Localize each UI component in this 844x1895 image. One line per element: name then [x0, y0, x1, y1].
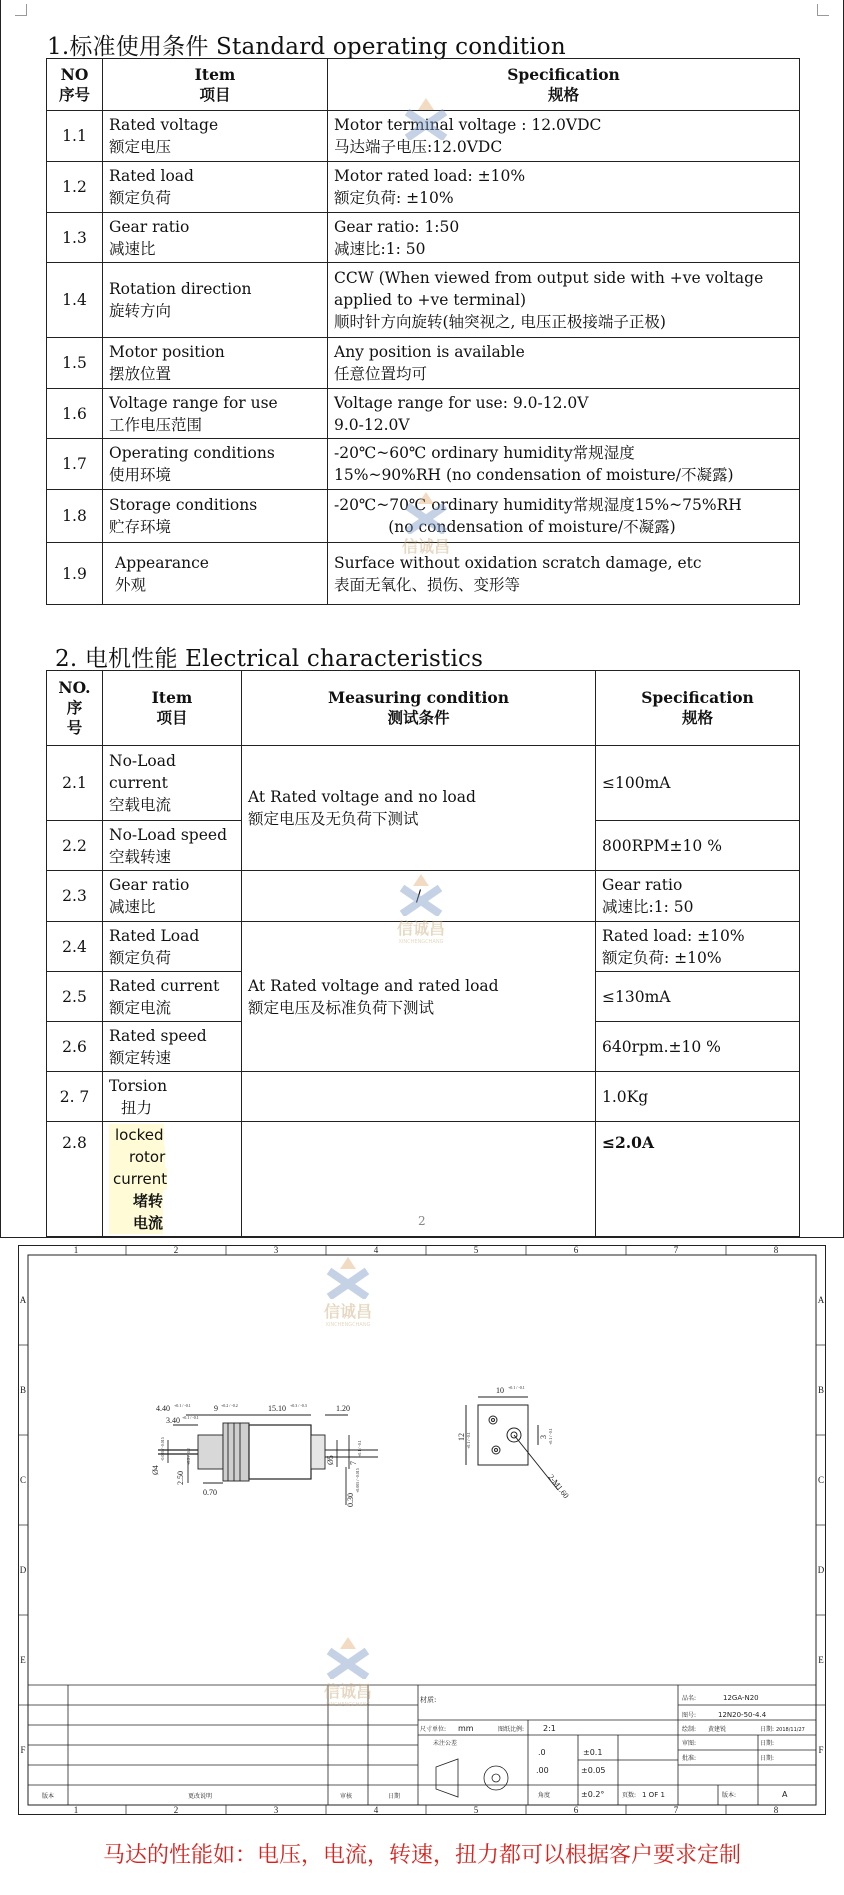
- spec-cell: Gear ratio 减速比:1: 50: [596, 871, 800, 922]
- spec-cell: Voltage range for use: 9.0-12.0V 9.0-12.0V: [328, 389, 800, 439]
- tolerance-key: .0: [538, 1748, 546, 1757]
- watermark-text: 信诚昌: [323, 1302, 372, 1321]
- dimension-label: 9: [214, 1404, 218, 1413]
- row-number: 1.3: [47, 213, 103, 263]
- dimension-label: 10: [496, 1386, 504, 1395]
- name-value: 12GA-N20: [723, 1694, 759, 1702]
- dimension-label: 1.20: [336, 1404, 350, 1413]
- row-letter: C: [19, 1475, 27, 1485]
- column-number: 1: [73, 1245, 79, 1255]
- table-row: [47, 439, 800, 490]
- sheets-value: 1 OF 1: [642, 1791, 665, 1799]
- table-row: [47, 213, 800, 263]
- item-cell: Motor position 摆放位置: [103, 338, 328, 389]
- sheets-label: 页数:: [622, 1792, 637, 1799]
- condition-cell: At Rated voltage and rated load 额定电压及标准负荷下测试: [242, 922, 596, 1072]
- dimension-label: 3: [539, 1435, 548, 1439]
- table-row: [47, 162, 800, 213]
- electrical-characteristics-table: [46, 670, 800, 1237]
- column-number: 8: [773, 1805, 779, 1815]
- spec-cell: Rated load: ±10% 额定负荷: ±10%: [596, 922, 800, 972]
- row-letter: B: [19, 1385, 27, 1395]
- table-row: [47, 1072, 800, 1122]
- row-number: 1.5: [47, 338, 103, 389]
- unit-value: mm: [458, 1724, 474, 1733]
- watermark-subtext: XINCHENGCHANG: [398, 939, 444, 945]
- dimension-label: 3.40: [166, 1416, 180, 1425]
- change-label: 更改说明: [188, 1793, 213, 1800]
- name-label: 品名:: [682, 1695, 697, 1702]
- row-number: 1.4: [47, 263, 103, 338]
- scale-value: 2:1: [543, 1724, 556, 1733]
- dimension-tolerance: +0.2 / -0.2: [221, 1403, 238, 1408]
- spec-cell: Surface without oxidation scratch damage, etc 表面无氧化、损伤、变形等: [328, 543, 800, 605]
- col-header-item: Item 项目: [103, 59, 328, 111]
- row-number: 2.3: [47, 871, 103, 922]
- drawn-label: 绘制:: [682, 1726, 697, 1733]
- crop-mark: [817, 4, 829, 16]
- dimension-label: 4.40: [156, 1404, 170, 1413]
- item-cell: No-Load current 空载电流: [103, 746, 242, 821]
- dimension-tolerance: +0.1 / -0.1: [508, 1385, 525, 1390]
- version-value: A: [782, 1790, 788, 1799]
- spec-cell: 1.0Kg: [596, 1072, 800, 1122]
- dimension-label: 15.10: [268, 1404, 286, 1413]
- review-date-label: 日期:: [760, 1740, 775, 1747]
- col-header-condition: Measuring condition 测试条件: [242, 671, 596, 746]
- col-header-spec: Specification 规格: [596, 671, 800, 746]
- row-number: 1.8: [47, 490, 103, 543]
- col-header-no: NO. 序 号: [47, 671, 103, 746]
- column-number: 6: [573, 1805, 579, 1815]
- column-number: 2: [173, 1805, 179, 1815]
- row-letter: F: [20, 1745, 26, 1755]
- row-letter: E: [20, 1655, 26, 1665]
- version-label: 版本:: [722, 1792, 737, 1799]
- row-letter: E: [818, 1655, 824, 1665]
- item-cell: Storage conditions 贮存环境: [103, 490, 328, 543]
- dimension-tolerance: +0.1 / -0.1: [182, 1415, 199, 1420]
- col-header-spec: Specification 规格: [328, 59, 800, 111]
- tolerance-value: ±0.1: [583, 1748, 603, 1757]
- approve-date-label: 日期:: [760, 1755, 775, 1762]
- spec-cell: ≤100mA: [596, 746, 800, 821]
- row-number: 1.7: [47, 439, 103, 490]
- unit-label: 尺寸单位:: [420, 1726, 447, 1733]
- item-cell: Rated current 额定电流: [103, 972, 242, 1022]
- dimension-label: 0.70: [203, 1488, 217, 1497]
- row-letter: A: [817, 1295, 825, 1305]
- item-cell: locked rotor current 堵转 电流: [103, 1122, 242, 1237]
- date-value: 2018/11/27: [776, 1727, 805, 1733]
- spec-cell: -20℃~60℃ ordinary humidity常规湿度 15%~90%RH (no condensation of moisture/不凝露): [328, 439, 800, 490]
- col-header-item: Item 项目: [103, 671, 242, 746]
- item-cell: Torsion 扭力: [103, 1072, 242, 1122]
- row-number: 2.8: [47, 1122, 103, 1237]
- dimension-tolerance: +0.1 / -0.1: [466, 1432, 471, 1449]
- item-cell: Rated load 额定负荷: [103, 162, 328, 213]
- dimension-tolerance: +0.3 / -0.3: [290, 1403, 307, 1408]
- column-number: 4: [373, 1805, 379, 1815]
- spec-cell: Gear ratio: 1:50 减速比:1: 50: [328, 213, 800, 263]
- date-label: 日期: [388, 1793, 401, 1800]
- table-row: [47, 490, 800, 543]
- item-cell: Appearance 外观: [103, 543, 328, 605]
- item-cell: Gear ratio 减速比: [103, 213, 328, 263]
- watermark-subtext: XINCHENGCHANG: [325, 1702, 371, 1708]
- dimension-tolerance: +0.1 / -0.1: [174, 1403, 191, 1408]
- page-number: 2: [418, 1214, 426, 1228]
- row-number: 2.6: [47, 1022, 103, 1072]
- drawing-no-value: 12N20-50-4.4: [718, 1711, 767, 1719]
- approve-label: 批准:: [682, 1755, 697, 1762]
- spec-cell: CCW (When viewed from output side with +ve voltage applied to +ve terminal) 顺时针方向旋转(轴突视之, 电压正极接端子正极): [328, 263, 800, 338]
- table-header-row: [47, 671, 800, 746]
- row-letter: A: [19, 1295, 27, 1305]
- watermark-subtext: XINCHENGCHANG: [325, 1322, 371, 1328]
- engineering-drawing: [18, 1245, 826, 1815]
- row-letter: C: [817, 1475, 825, 1485]
- table-row: [47, 338, 800, 389]
- table-header-row: [47, 59, 800, 111]
- dimension-tolerance: +0.2 / -0.2: [186, 1448, 191, 1465]
- tolerance-key: .00: [536, 1766, 549, 1775]
- condition-cell: [242, 1072, 596, 1122]
- column-number: 2: [173, 1245, 179, 1255]
- dimension-label: Ø4: [151, 1465, 160, 1475]
- dimension-label: 2.50: [176, 1471, 185, 1485]
- customization-caption: 马达的性能如：电压，电流，转速，扭力都可以根据客户要求定制: [102, 1843, 741, 1868]
- column-number: 1: [73, 1805, 79, 1815]
- spec-cell: ≤2.0A: [596, 1122, 800, 1237]
- row-number: 1.1: [47, 111, 103, 162]
- column-number: 8: [773, 1245, 779, 1255]
- column-number: 5: [473, 1245, 479, 1255]
- dimension-label: Ø5: [326, 1455, 335, 1465]
- row-number: 2.1: [47, 746, 103, 821]
- table-row: [47, 922, 800, 972]
- column-number: 3: [273, 1805, 279, 1815]
- col-header-no: NO 序号: [47, 59, 103, 111]
- spec-cell: Any position is available 任意位置均可: [328, 338, 800, 389]
- row-number: 2.5: [47, 972, 103, 1022]
- material-label: 材质:: [420, 1696, 437, 1704]
- row-number: 2. 7: [47, 1072, 103, 1122]
- drawing-no-label: 图号:: [682, 1712, 697, 1719]
- dimension-tolerance: +0.1 / -0.1: [357, 1440, 362, 1457]
- dimension-label: 12: [457, 1433, 466, 1441]
- dimension-tolerance: -0.005 / -0.015: [160, 1437, 165, 1461]
- row-letter: D: [19, 1565, 27, 1575]
- item-cell: Rated voltage 额定电压: [103, 111, 328, 162]
- condition-cell: /: [242, 871, 596, 922]
- motor-front-view: [466, 1397, 558, 1490]
- item-cell: No-Load speed 空载转速: [103, 821, 242, 871]
- row-number: 1.6: [47, 389, 103, 439]
- dimension-tolerance: +0.1 / -0.1: [548, 1428, 553, 1445]
- column-number: 3: [273, 1245, 279, 1255]
- drawn-value: 黄建锐: [708, 1726, 727, 1733]
- dimension-tolerance: +0.005 / -0.015: [355, 1468, 360, 1493]
- spec-cell: Motor rated load: ±10% 额定负荷: ±10%: [328, 162, 800, 213]
- item-cell: Operating conditions 使用环境: [103, 439, 328, 490]
- standard-conditions-table: [46, 58, 800, 605]
- condition-cell: At Rated voltage and no load 额定电压及无负荷下测试: [242, 746, 596, 871]
- table-row: [47, 389, 800, 439]
- column-number: 6: [573, 1245, 579, 1255]
- review-label: 审图:: [682, 1740, 697, 1747]
- row-number: 2.2: [47, 821, 103, 871]
- row-letter: B: [817, 1385, 825, 1395]
- dimension-label: 0.30: [346, 1493, 355, 1507]
- item-cell: Voltage range for use 工作电压范围: [103, 389, 328, 439]
- spec-cell: 640rpm.±10 %: [596, 1022, 800, 1072]
- spec-cell: -20℃~70℃ ordinary humidity常规湿度15%~75%RH (no condensation of moisture/不凝露): [328, 490, 800, 543]
- watermark-text: 信诚昌: [401, 537, 450, 556]
- table-row: [47, 263, 800, 338]
- tolerance-label: 未注公差: [433, 1740, 458, 1747]
- spec-cell: 800RPM±10 %: [596, 821, 800, 871]
- item-cell: Rotation direction 旋转方向: [103, 263, 328, 338]
- scale-label: 图纸比例:: [498, 1726, 525, 1733]
- table-row: [47, 543, 800, 605]
- tolerance-value: ±0.05: [581, 1766, 606, 1775]
- watermark-text: 信诚昌: [396, 919, 445, 938]
- item-cell: Gear ratio 减速比: [103, 871, 242, 922]
- column-number: 7: [673, 1805, 679, 1815]
- tolerance-key: 角度: [538, 1792, 551, 1799]
- watermark-text: 信诚昌: [323, 1682, 372, 1701]
- dimension-label: 2-M1.60: [546, 1472, 571, 1501]
- dimension-label: 7: [349, 1461, 358, 1465]
- section2-title: 2. 电机性能 Electrical characteristics: [55, 646, 484, 672]
- date-label: 日期:: [760, 1726, 775, 1733]
- section1-title: 1.标准使用条件 Standard operating condition: [47, 34, 566, 60]
- table-row: [47, 111, 800, 162]
- row-letter: F: [818, 1745, 824, 1755]
- tolerance-value: ±0.2°: [581, 1790, 605, 1799]
- row-number: 1.2: [47, 162, 103, 213]
- revision-label: 版本: [42, 1793, 55, 1800]
- table-row: [47, 746, 800, 821]
- item-cell: Rated Load 额定负荷: [103, 922, 242, 972]
- check-label: 审核: [340, 1793, 353, 1800]
- column-number: 4: [373, 1245, 379, 1255]
- spec-cell: ≤130mA: [596, 972, 800, 1022]
- row-letter: D: [817, 1565, 825, 1575]
- spec-cell: Motor terminal voltage : 12.0VDC 马达端子电压:12.0VDC: [328, 111, 800, 162]
- motor-side-view: [158, 1415, 378, 1505]
- row-number: 2.4: [47, 922, 103, 972]
- item-cell: Rated speed 额定转速: [103, 1022, 242, 1072]
- column-number: 7: [673, 1245, 679, 1255]
- crop-mark: [15, 4, 27, 16]
- row-number: 1.9: [47, 543, 103, 605]
- column-number: 5: [473, 1805, 479, 1815]
- table-row: [47, 871, 800, 922]
